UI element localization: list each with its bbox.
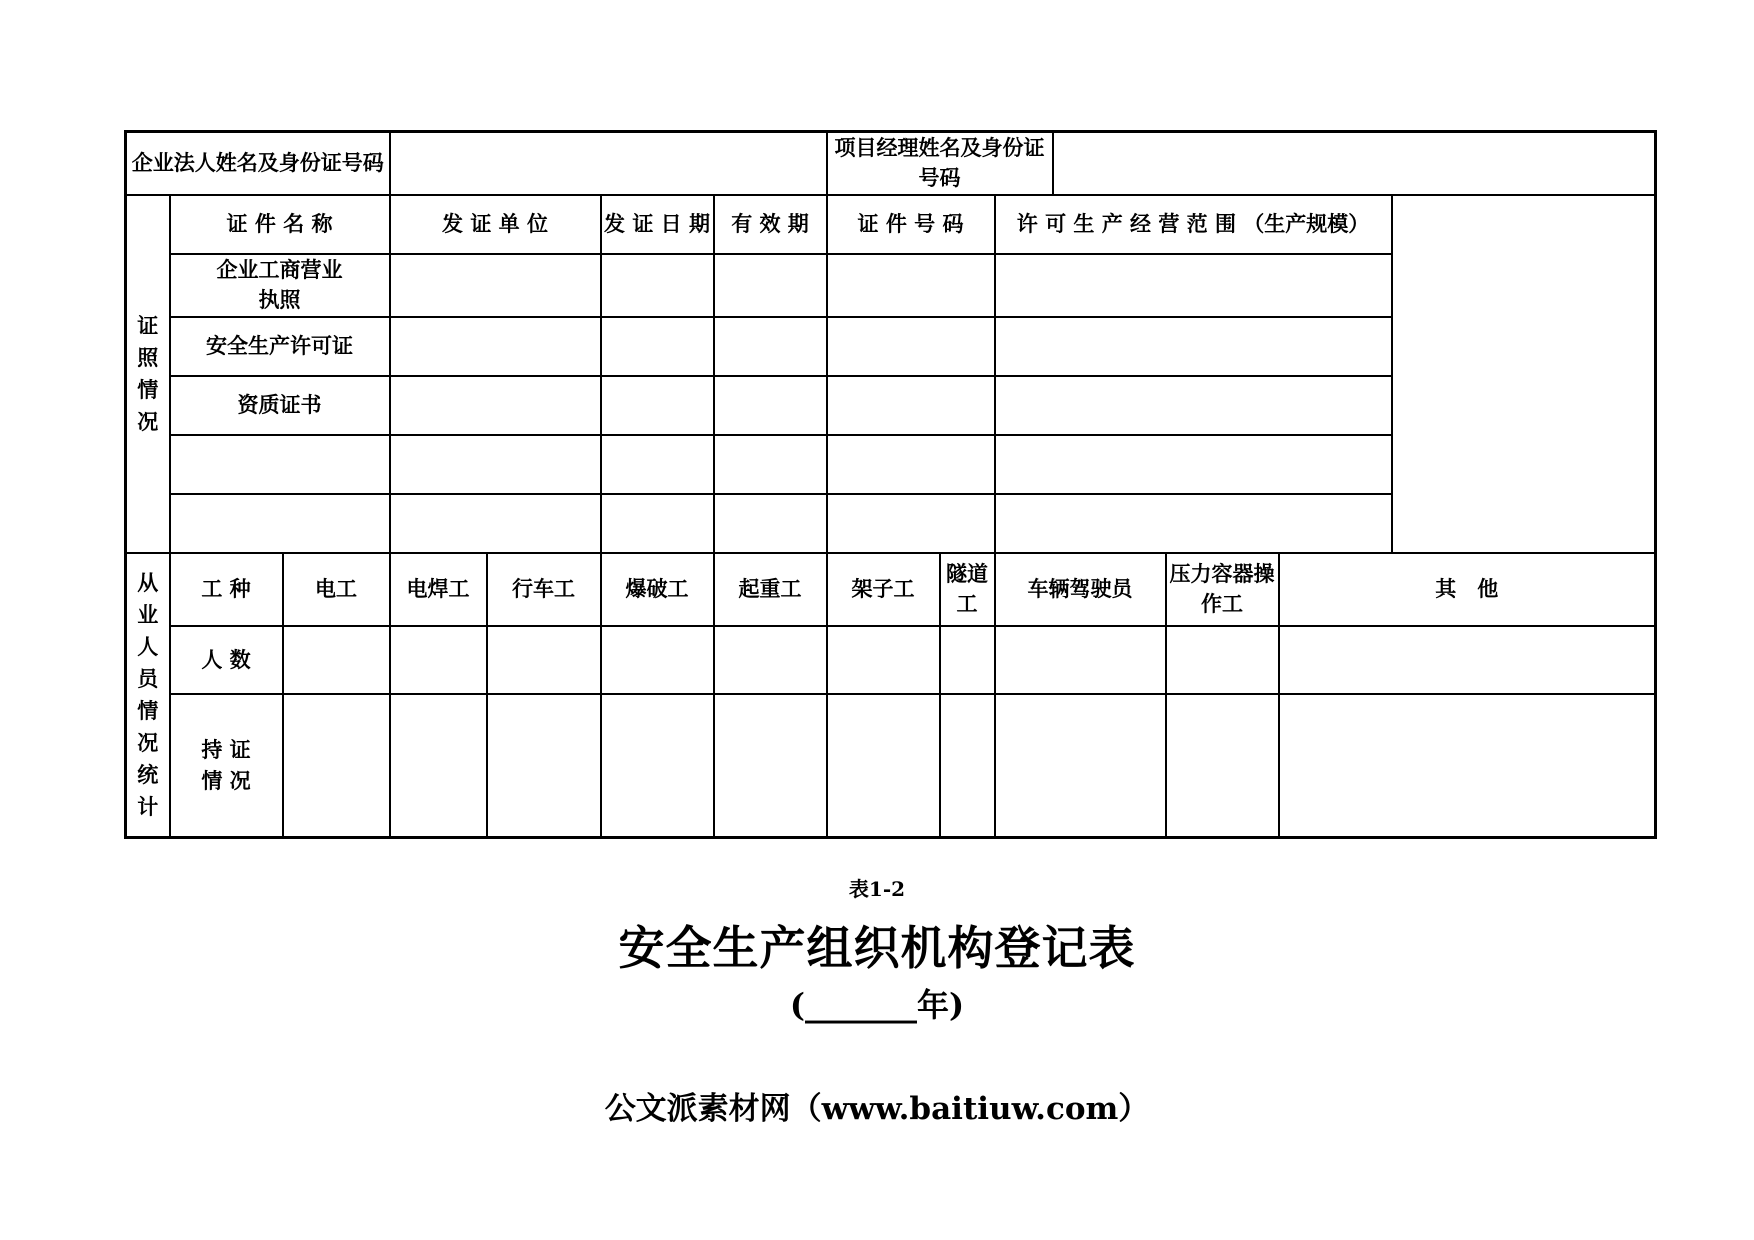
cert-cell[interactable] (995, 376, 1392, 435)
cert-col-header: 证 件 号 码 (827, 195, 995, 254)
count-cell[interactable] (940, 626, 995, 694)
type-header: 其 他 (1279, 553, 1656, 626)
type-header: 车辆驾驶员 (995, 553, 1166, 626)
cert-status-cell[interactable] (487, 694, 601, 838)
cert-status-cell[interactable] (940, 694, 995, 838)
cert-cell[interactable] (601, 254, 714, 317)
cert-status-cell[interactable] (714, 694, 827, 838)
cert-status-cell[interactable] (390, 694, 487, 838)
year-line[interactable]: (_______年) (789, 986, 965, 1024)
manager-field[interactable] (1053, 132, 1656, 195)
cert-cell[interactable] (390, 494, 601, 553)
cert-cell[interactable] (995, 317, 1392, 376)
cert-side-label (126, 195, 170, 553)
cert-col-header: 有 效 期 (714, 195, 827, 254)
count-cell[interactable] (1166, 626, 1279, 694)
manager-label: 项目经理姓名及身份证号码 (827, 132, 1053, 195)
type-header: 电工 (283, 553, 390, 626)
cert-cell[interactable] (390, 254, 601, 317)
registration-form (124, 130, 1654, 839)
cert-name: 安全生产许可证 (170, 317, 390, 376)
cert-cell[interactable] (827, 317, 995, 376)
cert-col-header: 许 可 生 产 经 营 范 围 （生产规模） (995, 195, 1392, 254)
count-cell[interactable] (390, 626, 487, 694)
cert-cell[interactable] (714, 376, 827, 435)
cert-name[interactable] (170, 435, 390, 494)
staff-side-label-text: 从业人员情况统计 (137, 570, 159, 819)
count-cell[interactable] (487, 626, 601, 694)
cert-status-cell[interactable] (283, 694, 390, 838)
cert-status-cell[interactable] (1166, 694, 1279, 838)
cert-cell[interactable] (995, 435, 1392, 494)
cert-name: 企业工商营业执照 (170, 254, 390, 317)
staff-cert-row (126, 694, 1656, 838)
cert-cell[interactable] (995, 254, 1392, 317)
type-header: 架子工 (827, 553, 940, 626)
site-credit: 公文派素材网（www.baitiuw.com） (604, 1091, 1150, 1127)
cert-header-row (126, 195, 1656, 254)
legal-person-label: 企业法人姓名及身份证号码 (126, 132, 390, 195)
count-cell[interactable] (827, 626, 940, 694)
cert-side-label-text: 证照情况 (137, 312, 159, 434)
cert-status-cell[interactable] (1279, 694, 1656, 838)
type-header: 行车工 (487, 553, 601, 626)
cert-name[interactable] (170, 494, 390, 553)
cert-col-header: 证 件 名 称 (170, 195, 390, 254)
legal-person-field[interactable] (390, 132, 827, 195)
cert-cell[interactable] (827, 435, 995, 494)
cert-cell[interactable] (601, 494, 714, 553)
cert-cell[interactable] (601, 317, 714, 376)
type-header: 电焊工 (390, 553, 487, 626)
cert-cell[interactable] (390, 317, 601, 376)
type-header: 压力容器操作工 (1166, 553, 1279, 626)
staff-type-row (126, 553, 1656, 626)
cert-cell[interactable] (714, 317, 827, 376)
cert-row (126, 317, 1656, 376)
count-cell[interactable] (1279, 626, 1656, 694)
cert-cell[interactable] (995, 494, 1392, 553)
cert-status-cell[interactable] (995, 694, 1166, 838)
type-header: 起重工 (714, 553, 827, 626)
type-header: 爆破工 (601, 553, 714, 626)
cert-cell[interactable] (827, 376, 995, 435)
table-number: 表1-2 (848, 877, 906, 901)
count-cell[interactable] (601, 626, 714, 694)
cert-row (126, 254, 1656, 317)
cert-cell[interactable] (714, 254, 827, 317)
staff-side-label (126, 553, 170, 838)
type-label: 工 种 (170, 553, 283, 626)
staff-count-row (126, 626, 1656, 694)
cert-cell[interactable] (827, 494, 995, 553)
cert-col-header: 发 证 单 位 (390, 195, 601, 254)
cert-cell[interactable] (827, 254, 995, 317)
cert-cell[interactable] (390, 435, 601, 494)
cert-name: 资质证书 (170, 376, 390, 435)
cert-row (126, 376, 1656, 435)
type-header: 隧道工 (940, 553, 995, 626)
cert-cell[interactable] (714, 435, 827, 494)
cert-col-header: 发 证 日 期 (601, 195, 714, 254)
count-cell[interactable] (714, 626, 827, 694)
form-title: 安全生产组织机构登记表 (618, 921, 1136, 975)
header-row (126, 132, 1656, 195)
cert-status-cell[interactable] (601, 694, 714, 838)
cert-cell[interactable] (601, 435, 714, 494)
count-cell[interactable] (995, 626, 1166, 694)
cert-status-cell[interactable] (827, 694, 940, 838)
cert-row (126, 494, 1656, 553)
cert-cell[interactable] (714, 494, 827, 553)
form-table (124, 130, 1657, 839)
cert-cell[interactable] (390, 376, 601, 435)
cert-cell[interactable] (601, 376, 714, 435)
count-label: 人 数 (170, 626, 283, 694)
cert-status-label: 持 证 情 况 (170, 694, 283, 838)
cert-row (126, 435, 1656, 494)
count-cell[interactable] (283, 626, 390, 694)
